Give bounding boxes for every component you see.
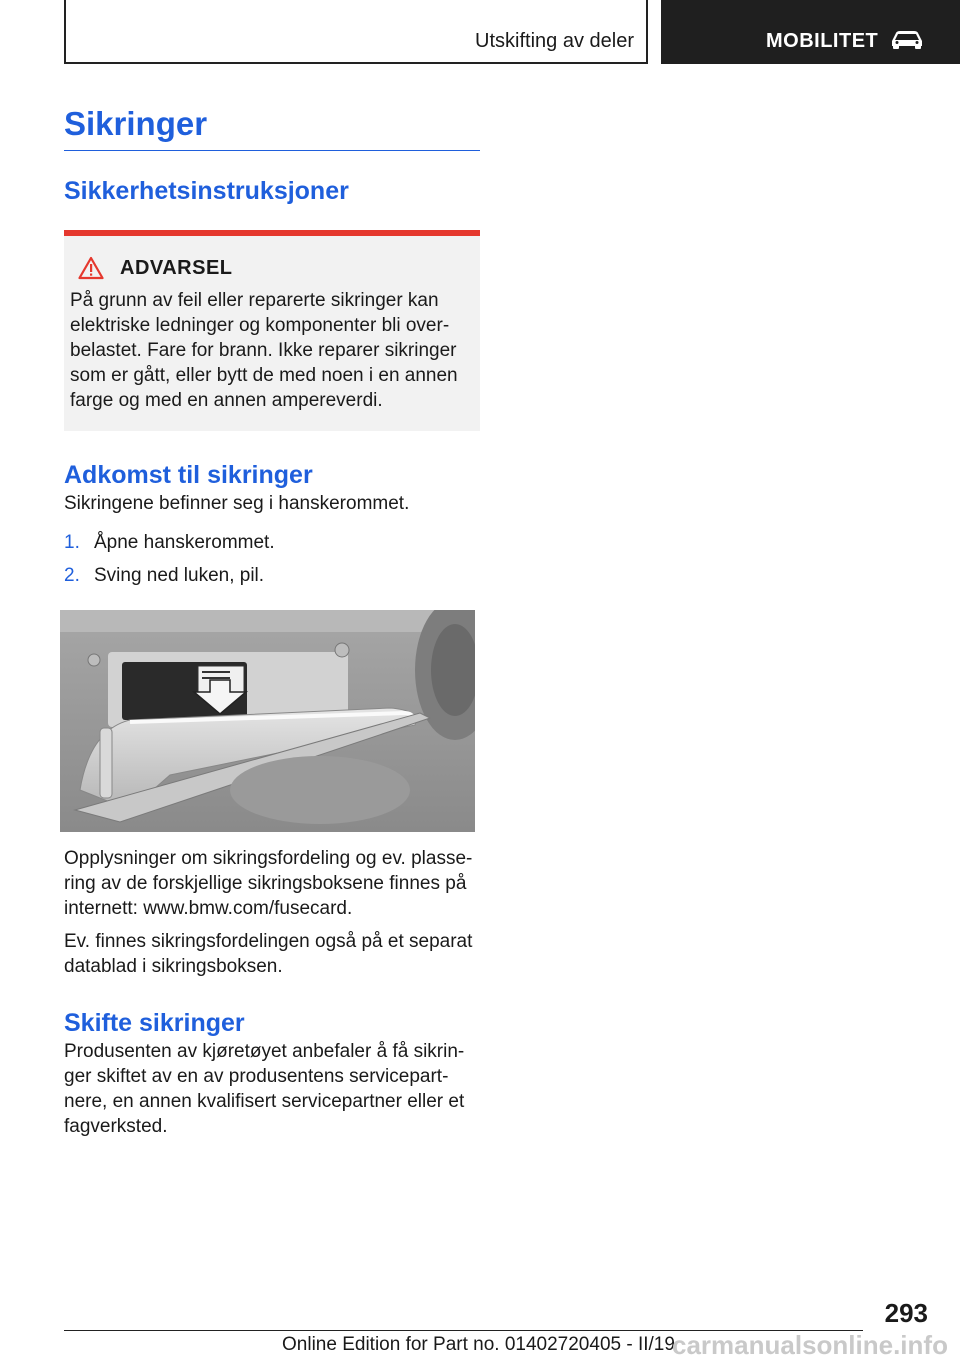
info-datasheet: Ev. finnes sikringsfordelingen også på et separat datablad i sikringsboksen. [64,931,473,977]
step-number: 2. [64,565,80,586]
safety-heading: Sikkerhetsinstruksjoner [64,177,349,205]
warning-label: ADVARSEL [120,256,233,279]
access-heading: Adkomst til sikringer [64,461,313,489]
page-content [64,104,480,1139]
info-fusecard: Opplysninger om sikringsfordeling og ev. plassering av de forskjellige sikringsboksene finnes på internett: www.bmw.com/fusecard. [64,848,473,919]
access-intro: Sikringene befinner seg i hanskerommet. [64,493,410,514]
glovebox-photo [60,610,475,832]
edition-text: Online Edition for Part no. 01402720405 - II/19 [282,1334,675,1355]
warning-text: På grunn av feil eller reparerte sikringer kan elektriske ledninger og komponenter bli overbelastet. Fare for brann. Ikke reparer sikringer som er gått, eller bytt de med noen i en annen farge og med en annen ampereverdi. [70,290,458,411]
step-text: Sving ned luken, pil. [94,565,265,586]
warning-box [64,230,480,431]
step-number: 1. [64,532,80,553]
car-icon [889,28,925,50]
header-section-title: Utskifting av deler [475,30,634,52]
header-chapter-tab [661,0,960,64]
list-item [64,530,480,555]
page-title: Sikringer [64,104,480,151]
warning-title [78,256,466,280]
header-chapter-label: MOBILITET [766,30,879,52]
list-item [64,563,480,588]
replace-section [64,1007,480,1139]
header-section-box [64,0,648,64]
page-number: 293 [884,1298,928,1328]
steps-list [64,530,480,588]
watermark: carmanualsonline.info [672,1330,948,1360]
replace-text: Produsenten av kjøretøyet anbefaler å få sikringer skiftet av en av produsentens servicepartnere, en annen kvalifisert servicepartner eller et fagverksted. [64,1041,465,1137]
step-text: Åpne hanskerommet. [94,532,275,553]
warning-triangle-icon [78,256,104,280]
access-section [64,459,480,979]
replace-heading: Skifte sikringer [64,1009,245,1037]
